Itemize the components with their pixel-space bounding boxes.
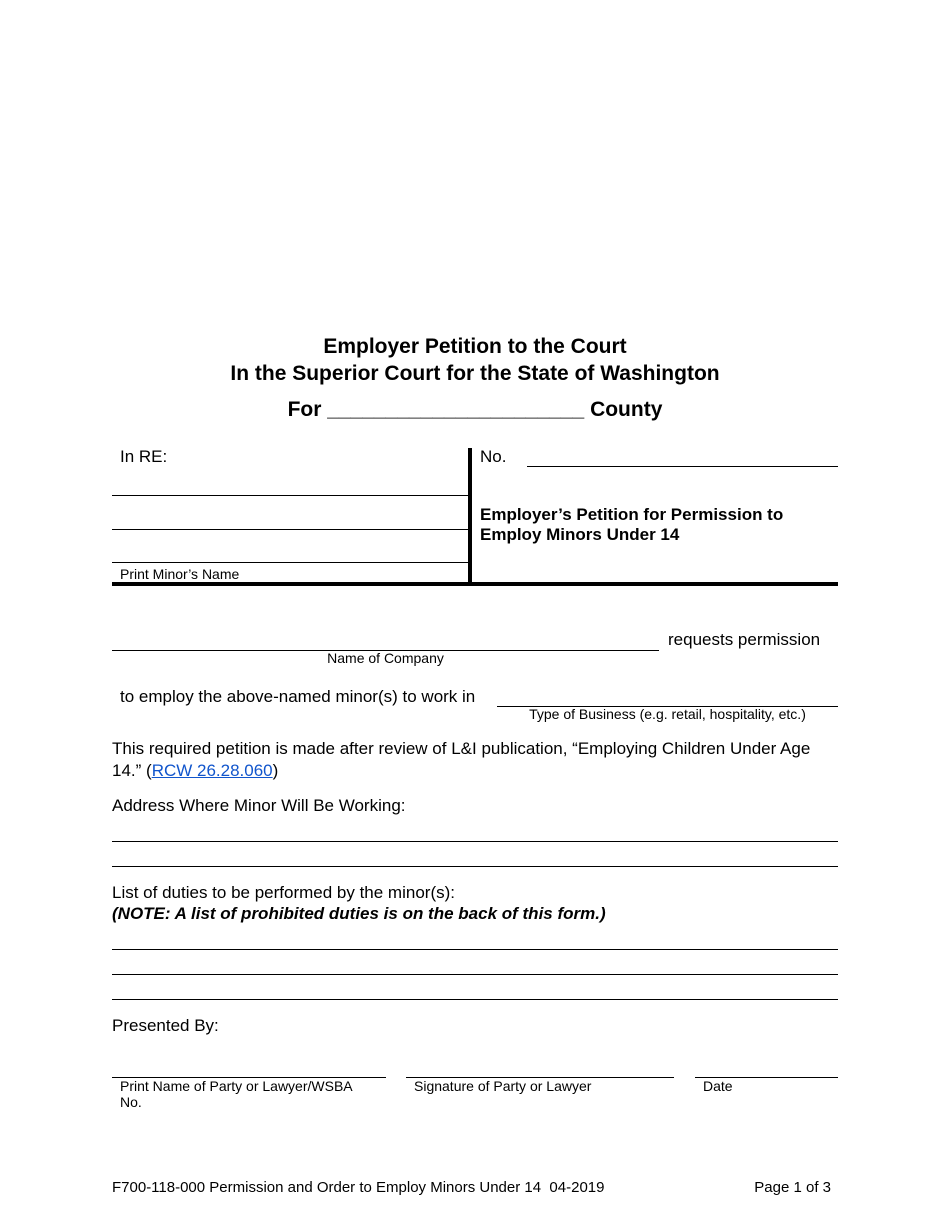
county-blank[interactable]: ______________________ [327, 398, 585, 421]
case-no-label: No. [480, 447, 507, 466]
document-title-line-2: Employ Minors Under 14 [480, 525, 680, 544]
minor-name-line-3[interactable] [112, 562, 469, 563]
county-prefix: For [287, 398, 322, 421]
county-suffix: County [590, 398, 663, 421]
caption-divider [468, 448, 472, 584]
review-statement-line-2 [112, 760, 810, 782]
address-line-1[interactable] [112, 841, 838, 842]
minor-name-line-2[interactable] [112, 529, 469, 530]
print-name-label-line-2: No. [120, 1094, 142, 1110]
footer-form-id: F700-118-000 Permission and Order to Employ Minors Under 14 04-2019 [112, 1179, 605, 1196]
document-title [480, 505, 783, 545]
duties-line-1[interactable] [112, 949, 838, 950]
caption-bottom-rule [112, 582, 838, 586]
duties-line-3[interactable] [112, 999, 838, 1000]
company-name-label: Name of Company [327, 650, 444, 666]
employ-text: to employ the above-named minor(s) to work in [120, 687, 476, 706]
presented-by-label: Presented By: [112, 1016, 219, 1035]
review-statement-line-1: This required petition is made after review of L&I publication, “Employing Children Under Age [112, 739, 811, 758]
business-type-label: Type of Business (e.g. retail, hospitality, etc.) [529, 706, 806, 722]
address-label: Address Where Minor Will Be Working: [112, 796, 406, 815]
review-statement [112, 738, 810, 782]
date-label: Date [703, 1078, 733, 1094]
duties-note: (NOTE: A list of prohibited duties is on the back of this form.) [112, 904, 606, 923]
footer-page-number: Page 1 of 3 [754, 1179, 831, 1196]
print-name-label [120, 1078, 353, 1110]
address-line-2[interactable] [112, 866, 838, 867]
duties-line-2[interactable] [112, 974, 838, 975]
requests-permission-text: requests permission [668, 630, 821, 649]
print-name-label-line-1: Print Name of Party or Lawyer/WSBA [120, 1078, 353, 1094]
form-title: Employer Petition to the Court [323, 335, 627, 358]
county-line [0, 398, 950, 422]
minor-name-label: Print Minor’s Name [120, 566, 240, 582]
review-text-pre: 14.” ( [112, 761, 152, 780]
minor-name-line-1[interactable] [112, 495, 469, 496]
case-no-line[interactable] [527, 466, 838, 467]
duties-label: List of duties to be performed by the minor(s): [112, 883, 455, 902]
rcw-link[interactable]: RCW 26.28.060 [151, 761, 273, 780]
court-name: In the Superior Court for the State of Washington [230, 362, 720, 385]
review-text-post: ) [272, 761, 279, 780]
document-title-line-1: Employer’s Petition for Permission to [480, 505, 784, 524]
signature-label: Signature of Party or Lawyer [414, 1078, 592, 1094]
in-re-label: In RE: [120, 447, 168, 466]
